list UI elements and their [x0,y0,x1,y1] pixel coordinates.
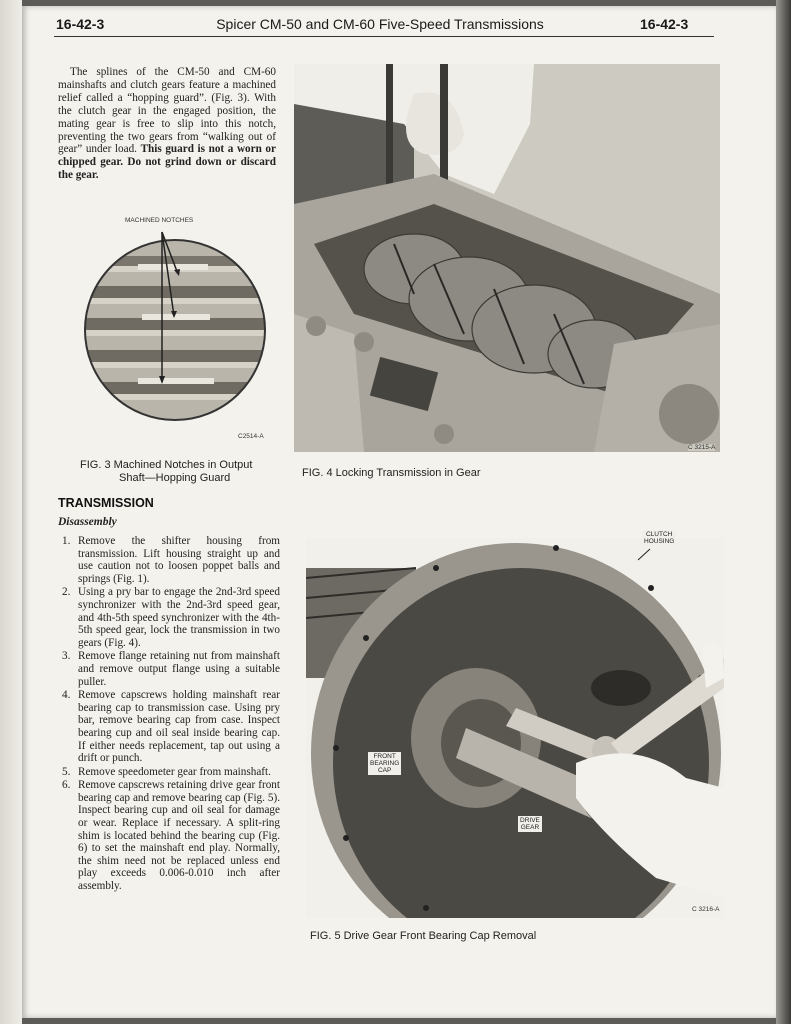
section-title: TRANSMISSION [58,496,154,510]
fig3-caption-line1: FIG. 3 Machined Notches in Output [80,459,253,471]
header-rule [54,36,714,37]
fig3-code: C2514-A [238,433,264,440]
fig5-label-clutch-housing: CLUTCH HOUSING [644,531,675,545]
fig5-label-front-bearing-cap: FRONT BEARING CAP [370,753,400,774]
page-number-right: 16-42-3 [640,16,689,32]
fig5-bearing-cap-photo [306,538,724,918]
intro-text: The splines of the CM-50 and CM-60 mainshafts and clutch gears feature a machined relief called a “hopping guard”. (Fig. 3). With the clutch gear in the engaged position, the mating gear is free to slip into this notch, preventing the two gears from “walking out of gear” under load. [58,66,276,156]
step-item: 4. Remove capscrews holding mainshaft rear bearing cap to transmission case. Using pry bar, remove bearing cap from case. Inspect bearing cup and oil seal inside bearing cap. If either needs replacement, tap out using a drift or punch. [62,689,280,765]
intro-warning: This guard is not a worn or chipped gear. Do not grind down or discard the gear. [58,143,276,182]
page-number-left: 16-42-3 [56,16,105,32]
fig5-caption: FIG. 5 Drive Gear Front Bearing Cap Removal [310,930,537,942]
disassembly-steps [58,535,280,894]
step-item: 3. Remove flange retaining nut from mainshaft and remove output flange using a suitable puller. [62,650,280,688]
page-edge [776,0,791,1024]
section-subtitle: Disassembly [58,516,117,528]
fig4-transmission-photo [294,64,720,452]
fig3-notched-shaft-illustration [78,228,274,428]
intro-paragraph [58,66,276,182]
fig3-caption-line2: Shaft—Hopping Guard [119,472,231,484]
book-spine [0,0,22,1024]
step-item: 5. Remove speedometer gear from mainshaft. [62,765,271,778]
fig4-caption: FIG. 4 Locking Transmission in Gear [302,467,481,479]
fig5-label-drive-gear: DRIVE GEAR [520,817,540,831]
fig5-clutch-housing-arrow [634,547,654,563]
fig4-code: C 3215-A [688,444,716,451]
step-item: 1. Remove the shifter housing from transmission. Lift housing straight up and use caution not to loosen poppet balls and springs (Fig. 1). [62,535,280,585]
page-title: Spicer CM-50 and CM-60 Five-Speed Transmissions [216,16,544,32]
step-item: 6. Remove capscrews retaining drive gear front bearing cap and remove bearing cap (Fig. 5). Inspect bearing cup and oil seal for damage or wear. Replace if necessary. A split-ring shim is located behind the bearing cup (Fig. 6) to set the mainshaft end play. Normally, the shim need not be replaced unless end play exceeds 0.006-0.010 inch after assembly. [62,779,280,893]
fig5-code: C 3216-A [692,906,720,913]
fig3-label-notches: MACHINED NOTCHES [125,217,194,224]
step-item: 2. Using a pry bar to engage the 2nd-3rd speed synchronizer with the 2nd-3rd speed gear, and 4th-5th speed synchronizer with the 4th-5th speed gear, lock the transmission in two gears (Fig. 4). [62,586,280,649]
